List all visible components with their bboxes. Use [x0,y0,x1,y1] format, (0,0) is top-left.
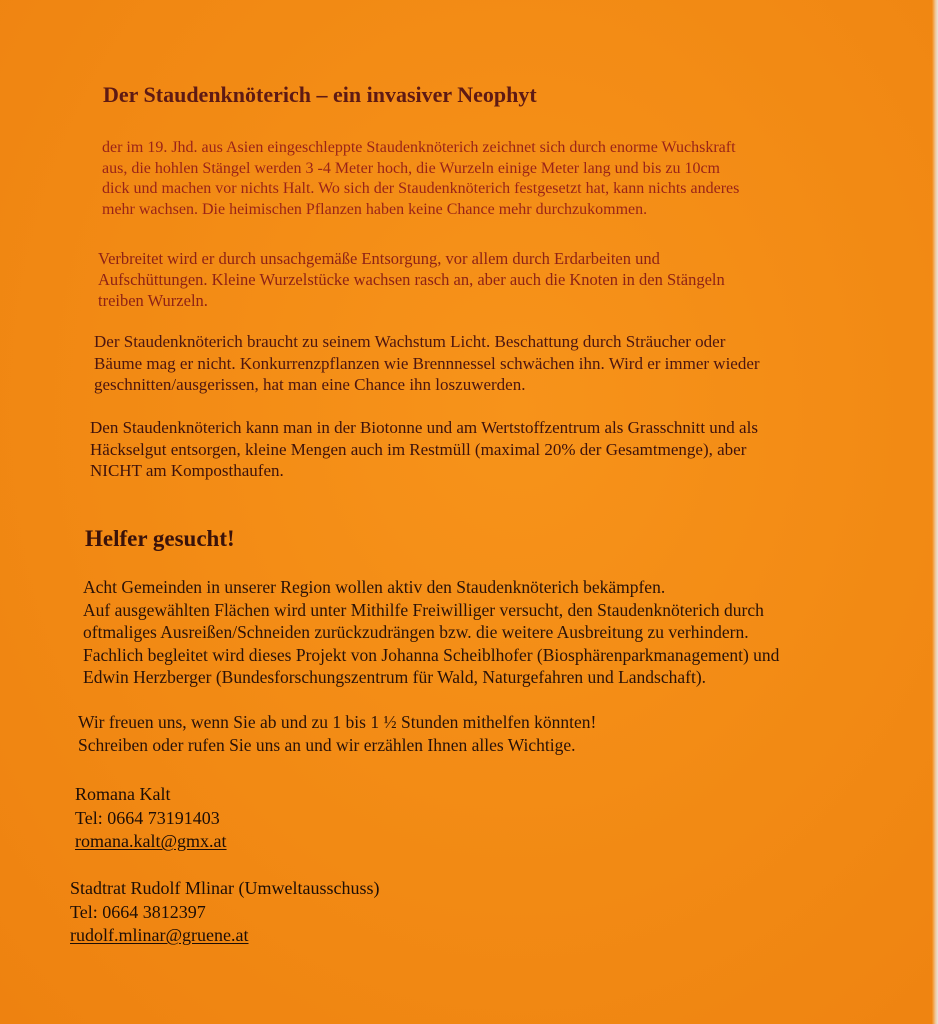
contact-block-rudolf [70,877,379,948]
intro-paragraph-4 [90,417,758,482]
text-line: Bäume mag er nicht. Konkurrenzpflanzen wie Brennnessel schwächen ihn. Wird er immer wieder [94,353,760,373]
text-line: oftmaliges Ausreißen/Schneiden zurückzudrängen bzw. die weitere Ausbreitung zu verhindern. [83,622,749,642]
text-line: treiben Wurzeln. [98,291,208,310]
text-line: Aufschüttungen. Kleine Wurzelstücke wachsen rasch an, aber auch die Knoten in den Stängeln [98,270,725,289]
text-line: Den Staudenknöterich kann man in der Biotonne und am Wertstoffzentrum als Grasschnitt und als [90,418,758,437]
helper-paragraph-2 [78,711,596,756]
text-line: mehr wachsen. Die heimischen Pflanzen haben keine Chance mehr durchzukommen. [102,200,648,218]
text-line: Verbreitet wird er durch unsachgemäße Entsorgung, vor allem durch Erdarbeiten und [98,249,660,268]
intro-paragraph-3 [94,331,760,396]
contact-phone: Tel: 0664 3812397 [70,901,206,922]
text-line: Fachlich begleitet wird dieses Projekt von Johanna Scheiblhofer (Biosphärenparkmanagement) und [83,644,780,665]
contact-block-romana [75,783,227,854]
page-title: Der Staudenknöterich – ein invasiver Neophyt [103,82,537,107]
contact-name: Stadtrat Rudolf Mlinar (Umweltausschuss) [70,878,380,898]
text-line: Schreiben oder rufen Sie uns an und wir erzählen Ihnen alles Wichtige. [78,734,576,755]
text-line: geschnitten/ausgerissen, hat man eine Chance ihn loszuwerden. [94,375,526,394]
paper-edge [932,0,938,1024]
text-line: dick und machen vor nichts Halt. Wo sich der Staudenknöterich festgesetzt hat, kann nichts anderes [102,180,740,197]
text-line: Acht Gemeinden in unserer Region wollen aktiv den Staudenknöterich bekämpfen. [83,577,666,597]
text-line: Auf ausgewählten Flächen wird unter Mithilfe Freiwilliger versucht, den Staudenknöterich durch [83,599,764,620]
contact-email-link[interactable]: rudolf.mlinar@gruene.at [70,925,249,945]
contact-email-link[interactable]: romana.kalt@gmx.at [75,831,227,851]
text-line: NICHT am Komposthaufen. [90,461,284,480]
text-line: Wir freuen uns, wenn Sie ab und zu 1 bis 1 ½ Stunden mithelfen könnten! [78,712,597,732]
text-line: Edwin Herzberger (Bundesforschungszentrum für Wald, Naturgefahren und Landschaft). [83,667,707,687]
helper-paragraph-1 [83,576,779,689]
helper-heading: Helfer gesucht! [85,526,235,551]
contact-name: Romana Kalt [75,784,171,804]
intro-paragraph-2 [98,248,725,311]
text-line: Häckselgut entsorgen, kleine Mengen auch im Restmüll (maximal 20% der Gesamtmenge), aber [90,439,747,459]
intro-paragraph-1 [102,138,739,220]
text-line: aus, die hohlen Stängel werden 3 -4 Meter hoch, die Wurzeln einige Meter lang und bis zu 10cm [102,159,720,177]
contact-phone: Tel: 0664 73191403 [75,807,220,828]
text-line: der im 19. Jhd. aus Asien eingeschleppte Staudenknöterich zeichnet sich durch enorme Wuchskraft [102,139,736,156]
text-line: Der Staudenknöterich braucht zu seinem Wachstum Licht. Beschattung durch Sträucher oder [94,332,726,351]
